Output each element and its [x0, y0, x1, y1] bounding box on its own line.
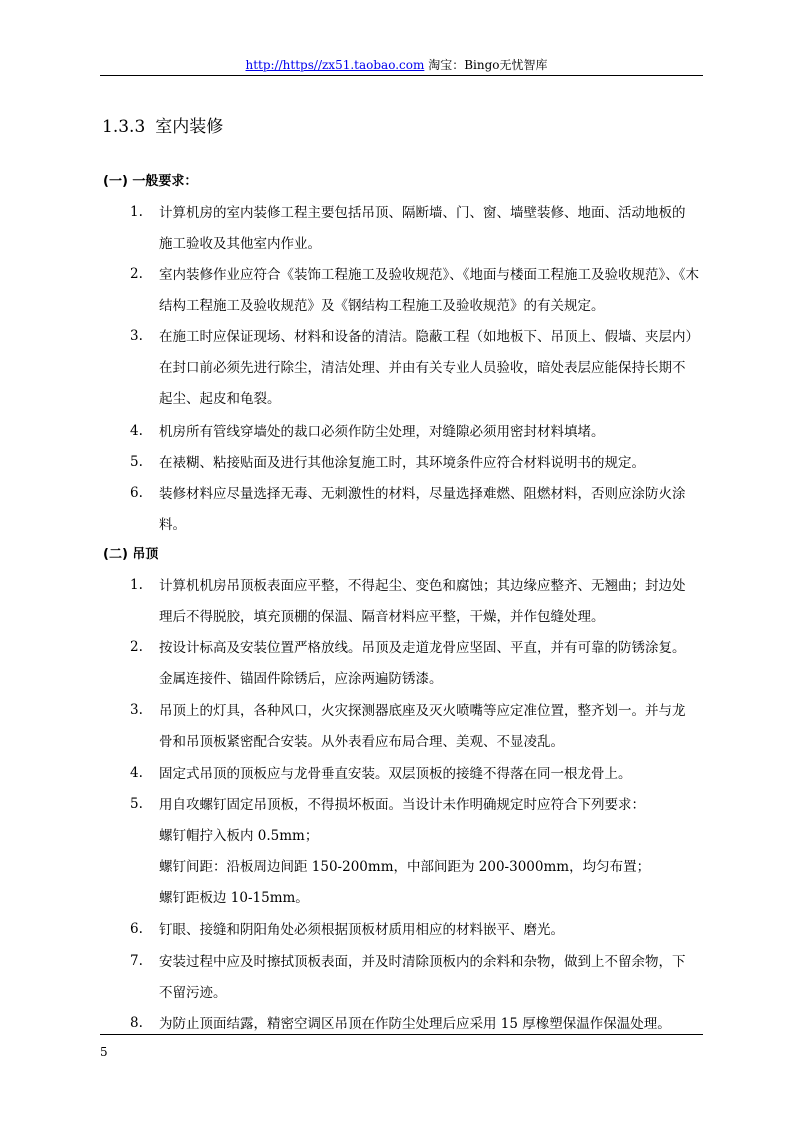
item-line: 固定式吊顶的顶板应与龙骨垂直安装。双层顶板的接缝不得落在同一根龙骨上。 — [159, 766, 632, 782]
item-number: 1. — [130, 577, 143, 593]
page-number: 5 — [100, 1045, 108, 1059]
item-line: 按设计标高及安装位置严格放线。吊顶及走道龙骨应坚固、平直，并有可靠的防锈涂复。 — [159, 640, 686, 656]
item-line: 钉眼、接缝和阴阳角处必须根据顶板材质用相应的材料嵌平、磨光。 — [159, 922, 564, 938]
item-line: 结构工程施工及验收规范》及《钢结构工程施工及验收规范》的有关规定。 — [159, 298, 605, 314]
item-line: 安装过程中应及时擦拭顶板表面，并及时清除顶板内的余料和杂物，做到上不留余物，下 — [159, 954, 686, 970]
item-line: 螺钉帽拧入板内 0.5mm； — [159, 828, 319, 844]
item-line: 计算机机房吊顶板表面应平整，不得起尘、变色和腐蚀；其边缘应整齐、无翘曲；封边处 — [159, 578, 686, 594]
section-title-text: 室内装修 — [155, 117, 224, 137]
item-line: 不留污迹。 — [159, 985, 227, 1001]
header-shop: 淘宝：Bingo无忧智库 — [428, 58, 548, 72]
item-line: 室内装修作业应符合《装饰工程施工及验收规范》、《地面与楼面工程施工及验收规范》、《木 — [159, 267, 699, 283]
item-line: 在裱糊、粘接贴面及进行其他涂复施工时，其环境条件应符合材料说明书的规定。 — [159, 455, 645, 471]
item-number: 2. — [130, 266, 143, 282]
item-line: 在封口前必须先进行除尘，清洁处理、并由有关专业人员验收，暗处表层应能保持长期不 — [159, 360, 686, 376]
item-line: 机房所有管线穿墙处的裁口必须作防尘处理，对缝隙必须用密封材料填堵。 — [159, 424, 605, 440]
item-line: 为防止顶面结露，精密空调区吊顶在作防尘处理后应采用 15 厚橡塑保温作保温处理。 — [159, 1016, 671, 1032]
item-number: 1. — [130, 204, 143, 220]
item-line: 用自攻螺钉固定吊顶板，不得损坏板面。当设计未作明确规定时应符合下列要求： — [159, 797, 645, 813]
item-number: 8. — [130, 1015, 143, 1031]
item-number: 2. — [130, 639, 143, 655]
item-line: 起尘、起皮和龟裂。 — [159, 391, 281, 407]
item-number: 5. — [130, 454, 143, 470]
item-line: 施工验收及其他室内作业。 — [159, 236, 321, 252]
subsection-heading-general: (一) 一般要求： — [103, 174, 198, 189]
section-number: 1.3.3 — [102, 117, 146, 137]
item-line: 在施工时应保证现场、材料和设备的清洁。隐蔽工程（如地板下、吊顶上、假墙、夹层内） — [159, 329, 699, 345]
item-number: 7. — [130, 953, 143, 969]
item-line: 螺钉间距：沿板周边间距 150-200mm，中部间距为 200-3000mm，均匀布置； — [159, 859, 651, 875]
subsection-heading-ceiling: (二) 吊顶 — [103, 547, 159, 562]
item-number: 6. — [130, 485, 143, 501]
item-line: 装修材料应尽量选择无毒、无刺激性的材料，尽量选择难燃、阻燃材料，否则应涂防火涂 — [159, 486, 686, 502]
header-link[interactable]: http://https//zx51.taobao.com — [245, 58, 425, 72]
item-number: 4. — [130, 423, 143, 439]
page-header — [0, 58, 793, 72]
item-number: 5. — [130, 796, 143, 812]
item-number: 4. — [130, 765, 143, 781]
item-number: 6. — [130, 921, 143, 937]
header-rule — [100, 75, 703, 76]
item-line: 螺钉距板边 10-15mm。 — [159, 890, 309, 906]
footer-rule — [100, 1034, 703, 1035]
item-line: 吊顶上的灯具，各种风口，火灾探测器底座及灭火喷嘴等应定准位置，整齐划一。并与龙 — [159, 703, 686, 719]
section-title — [102, 116, 223, 138]
item-number: 3. — [130, 328, 143, 344]
item-line: 料。 — [159, 517, 186, 533]
item-line: 理后不得脱胶，填充顶棚的保温、隔音材料应平整，干燥，并作包缝处理。 — [159, 609, 605, 625]
item-number: 3. — [130, 702, 143, 718]
item-line: 骨和吊顶板紧密配合安装。从外表看应布局合理、美观、不显凌乱。 — [159, 734, 564, 750]
item-line: 计算机房的室内装修工程主要包括吊顶、隔断墙、门、窗、墙壁装修、地面、活动地板的 — [159, 205, 686, 221]
item-line: 金属连接件、锚固件除锈后，应涂两遍防锈漆。 — [159, 671, 443, 687]
